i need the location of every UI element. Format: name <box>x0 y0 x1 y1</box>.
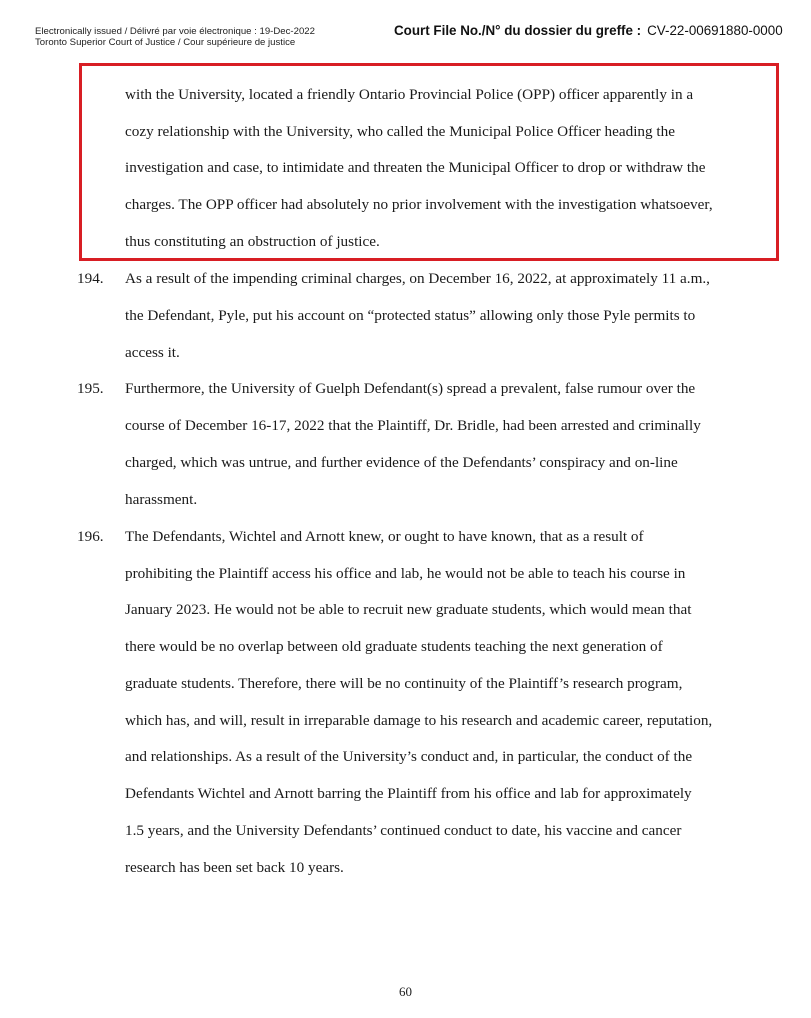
court-line: Toronto Superior Court of Justice / Cour supérieure de justice <box>35 36 296 48</box>
paragraph-line: research has been set back 10 years. <box>125 859 344 876</box>
electronic-issue-stamp <box>35 27 315 48</box>
paragraph-line: As a result of the impending criminal charges, on December 16, 2022, at approximately 11 a.m., <box>125 270 710 287</box>
highlight-line: investigation and case, to intimidate and threaten the Municipal Officer to drop or withdraw the <box>125 159 706 176</box>
paragraph-line: prohibiting the Plaintiff access his office and lab, he would not be able to teach his course in <box>125 565 686 582</box>
paragraph-line: and relationships. As a result of the University’s conduct and, in particular, the conduct of the <box>125 748 693 765</box>
paragraph-line: January 2023. He would not be able to recruit new graduate students, which would mean that <box>125 601 692 618</box>
paragraph-line: graduate students. Therefore, there will be no continuity of the Plaintiff’s research program, <box>125 675 683 692</box>
paragraph-number-195: 195. <box>77 380 104 397</box>
issued-line: Electronically issued / Délivré par voie électronique : 19-Dec-2022 <box>35 26 315 37</box>
paragraph-line: access it. <box>125 344 180 361</box>
paragraph-number-196: 196. <box>77 528 104 545</box>
highlight-line: thus constituting an obstruction of justice. <box>125 233 380 250</box>
page-number: 60 <box>399 984 412 999</box>
paragraph-line: the Defendant, Pyle, put his account on “protected status” allowing only those Pyle permits to <box>125 307 696 324</box>
paragraph-line: Defendants Wichtel and Arnott barring the Plaintiff from his office and lab for approximately <box>125 785 692 802</box>
paragraph-line: The Defendants, Wichtel and Arnott knew, or ought to have known, that as a result of <box>125 528 644 545</box>
paragraph-line: charged, which was untrue, and further evidence of the Defendants’ conspiracy and on-line <box>125 454 678 471</box>
paragraph-line: harassment. <box>125 491 198 508</box>
paragraph-line: there would be no overlap between old graduate students teaching the next generation of <box>125 638 663 655</box>
highlight-line: charges. The OPP officer had absolutely no prior involvement with the investigation whatsoever, <box>125 196 713 213</box>
paragraph-line: 1.5 years, and the University Defendants’ continued conduct to date, his vaccine and cancer <box>125 822 682 839</box>
court-file-header <box>394 23 783 38</box>
paragraph-line: which has, and will, result in irreparable damage to his research and academic career, reputation, <box>125 712 713 729</box>
highlight-line: with the University, located a friendly Ontario Provincial Police (OPP) officer apparently in a <box>125 86 694 103</box>
court-file-label: Court File No./N° du dossier du greffe : <box>394 23 642 38</box>
paragraph-line: course of December 16-17, 2022 that the Plaintiff, Dr. Bridle, had been arrested and criminally <box>125 417 701 434</box>
paragraph-line: Furthermore, the University of Guelph Defendant(s) spread a prevalent, false rumour over the <box>125 380 696 397</box>
paragraph-number-194: 194. <box>77 270 104 287</box>
court-file-number: CV-22-00691880-0000 <box>647 23 783 38</box>
highlight-line: cozy relationship with the University, who called the Municipal Police Officer heading the <box>125 123 675 140</box>
